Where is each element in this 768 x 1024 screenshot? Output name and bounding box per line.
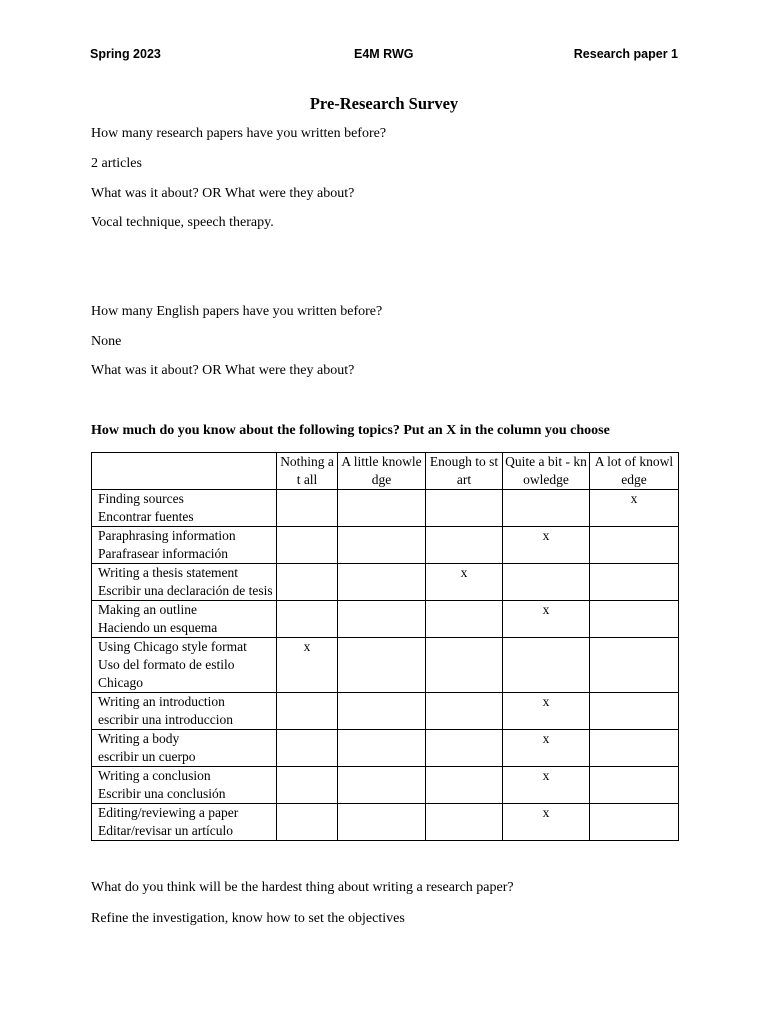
topic-spanish: Escribir una declaración de tesis bbox=[98, 583, 273, 598]
column-header-nothing: Nothing at all bbox=[277, 453, 338, 490]
table-row bbox=[92, 730, 679, 767]
mark-cell[interactable] bbox=[338, 601, 426, 638]
topic-cell bbox=[92, 730, 277, 767]
question-english-papers-count: How many English papers have you written before? bbox=[91, 304, 383, 319]
topic-spanish: Encontrar fuentes bbox=[98, 509, 194, 524]
table-row bbox=[92, 693, 679, 730]
table-header-row bbox=[92, 453, 679, 490]
topic-cell bbox=[92, 490, 277, 527]
mark-cell[interactable] bbox=[426, 490, 503, 527]
table-row bbox=[92, 767, 679, 804]
mark-cell[interactable] bbox=[590, 601, 679, 638]
topic-english: Making an outline bbox=[98, 602, 197, 617]
column-header-lot: A lot of knowledge bbox=[590, 453, 679, 490]
mark-cell[interactable]: x bbox=[503, 527, 590, 564]
mark-cell[interactable] bbox=[277, 601, 338, 638]
mark-cell[interactable]: x bbox=[503, 804, 590, 841]
table-row bbox=[92, 638, 679, 693]
topic-english: Writing a body bbox=[98, 731, 180, 746]
topic-cell bbox=[92, 564, 277, 601]
table-row bbox=[92, 601, 679, 638]
mark-cell[interactable] bbox=[426, 693, 503, 730]
mark-cell[interactable] bbox=[277, 564, 338, 601]
mark-cell[interactable] bbox=[503, 564, 590, 601]
topic-spanish: Editar/revisar un artículo bbox=[98, 823, 233, 838]
mark-cell[interactable] bbox=[277, 730, 338, 767]
question-english-papers-topic: What was it about? OR What were they about? bbox=[91, 363, 355, 378]
topic-spanish: Uso del formato de estilo Chicago bbox=[98, 657, 235, 690]
mark-cell[interactable] bbox=[590, 527, 679, 564]
mark-cell[interactable] bbox=[590, 730, 679, 767]
mark-cell[interactable]: x bbox=[503, 601, 590, 638]
question-research-papers-count: How many research papers have you written before? bbox=[91, 126, 387, 141]
table-row bbox=[92, 564, 679, 601]
topic-cell bbox=[92, 693, 277, 730]
mark-cell[interactable] bbox=[338, 527, 426, 564]
mark-cell[interactable] bbox=[277, 804, 338, 841]
topic-spanish: Parafrasear información bbox=[98, 546, 229, 561]
topic-cell bbox=[92, 601, 277, 638]
topic-english: Using Chicago style format bbox=[98, 639, 247, 654]
mark-cell[interactable] bbox=[277, 527, 338, 564]
mark-cell[interactable] bbox=[338, 490, 426, 527]
mark-cell[interactable] bbox=[590, 564, 679, 601]
topic-english: Finding sources bbox=[98, 491, 184, 506]
question-hardest-thing: What do you think will be the hardest thing about writing a research paper? bbox=[91, 880, 514, 895]
mark-cell[interactable] bbox=[590, 767, 679, 804]
table-prompt: How much do you know about the following topics? Put an X in the column you choose bbox=[91, 423, 610, 438]
topic-spanish: Escribir una conclusión bbox=[98, 786, 226, 801]
topic-cell bbox=[92, 527, 277, 564]
answer-english-papers-count: None bbox=[91, 334, 122, 349]
column-header-little: A little knowledge bbox=[338, 453, 426, 490]
mark-cell[interactable] bbox=[338, 804, 426, 841]
topic-spanish: escribir un cuerpo bbox=[98, 749, 196, 764]
column-header-quite: Quite a bit - knowledge bbox=[503, 453, 590, 490]
mark-cell[interactable] bbox=[426, 804, 503, 841]
mark-cell[interactable] bbox=[338, 638, 426, 693]
topic-cell bbox=[92, 804, 277, 841]
mark-cell[interactable] bbox=[426, 601, 503, 638]
mark-cell[interactable] bbox=[590, 804, 679, 841]
column-header-topic bbox=[92, 453, 277, 490]
topic-english: Editing/reviewing a paper bbox=[98, 805, 239, 820]
mark-cell[interactable]: x bbox=[277, 638, 338, 693]
topic-english: Writing a thesis statement bbox=[98, 565, 239, 580]
topic-english: Paraphrasing information bbox=[98, 528, 236, 543]
topic-spanish: escribir una introduccion bbox=[98, 712, 233, 727]
mark-cell[interactable] bbox=[338, 767, 426, 804]
mark-cell[interactable]: x bbox=[503, 767, 590, 804]
column-header-enough: Enough to start bbox=[426, 453, 503, 490]
mark-cell[interactable] bbox=[338, 564, 426, 601]
page-title: Pre-Research Survey bbox=[309, 94, 459, 113]
question-research-papers-topic: What was it about? OR What were they about? bbox=[91, 186, 355, 201]
topic-spanish: Haciendo un esquema bbox=[98, 620, 218, 635]
knowledge-table bbox=[91, 452, 679, 841]
mark-cell[interactable] bbox=[426, 767, 503, 804]
answer-research-papers-count: 2 articles bbox=[91, 156, 142, 171]
mark-cell[interactable] bbox=[338, 730, 426, 767]
topic-english: Writing an introduction bbox=[98, 694, 225, 709]
mark-cell[interactable]: x bbox=[503, 730, 590, 767]
header-course: E4M RWG bbox=[354, 47, 414, 61]
mark-cell[interactable]: x bbox=[426, 564, 503, 601]
mark-cell[interactable]: x bbox=[503, 693, 590, 730]
mark-cell[interactable] bbox=[426, 638, 503, 693]
mark-cell[interactable] bbox=[426, 730, 503, 767]
topic-english: Writing a conclusion bbox=[98, 768, 211, 783]
mark-cell[interactable] bbox=[426, 527, 503, 564]
mark-cell[interactable] bbox=[503, 490, 590, 527]
topic-cell bbox=[92, 638, 277, 693]
table-row bbox=[92, 490, 679, 527]
mark-cell[interactable] bbox=[590, 693, 679, 730]
answer-hardest-thing: Refine the investigation, know how to set the objectives bbox=[91, 911, 405, 926]
mark-cell[interactable]: x bbox=[590, 490, 679, 527]
mark-cell[interactable] bbox=[338, 693, 426, 730]
header-semester: Spring 2023 bbox=[90, 47, 161, 61]
mark-cell[interactable] bbox=[277, 490, 338, 527]
header-assignment: Research paper 1 bbox=[573, 47, 678, 61]
answer-research-papers-topic: Vocal technique, speech therapy. bbox=[91, 215, 274, 230]
mark-cell[interactable] bbox=[277, 767, 338, 804]
table-row bbox=[92, 527, 679, 564]
mark-cell[interactable] bbox=[277, 693, 338, 730]
topic-cell bbox=[92, 767, 277, 804]
table-row bbox=[92, 804, 679, 841]
mark-cell[interactable] bbox=[503, 638, 590, 693]
page-header bbox=[90, 47, 678, 65]
mark-cell[interactable] bbox=[590, 638, 679, 693]
